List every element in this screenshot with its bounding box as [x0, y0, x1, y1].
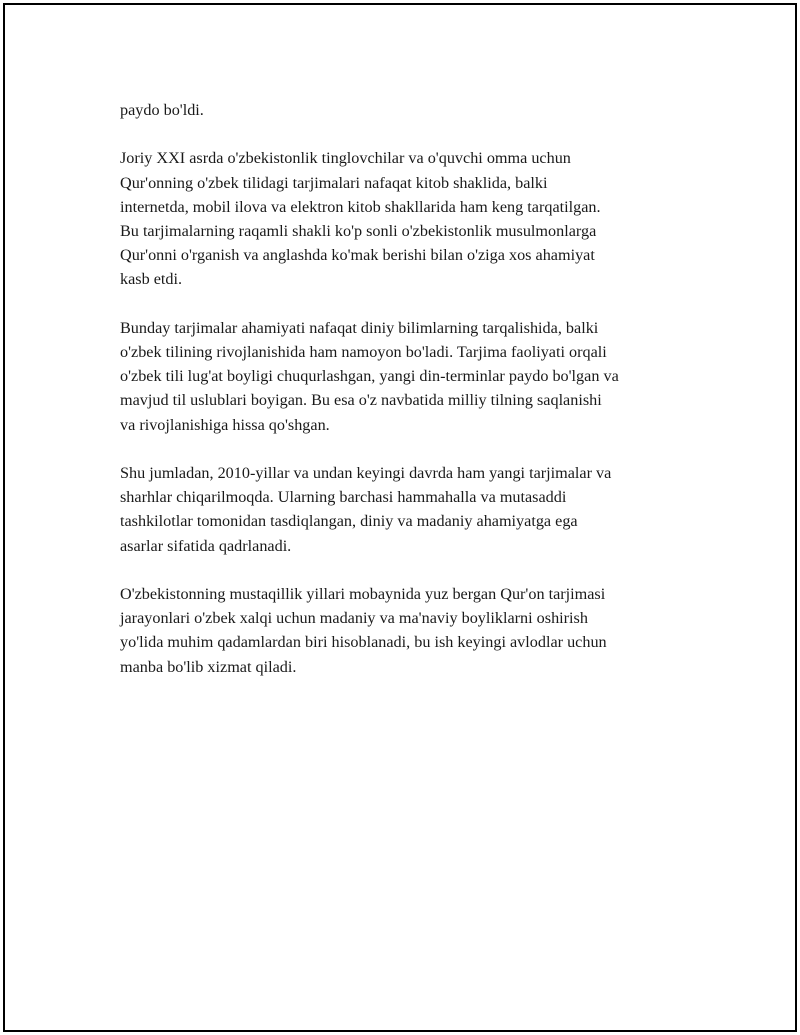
text-line: internetda, mobil ilova va elektron kitob shakllarida ham keng tarqatilgan.: [120, 197, 601, 216]
text-line: sharhlar chiqarilmoqda. Ularning barchasi hammahalla va mutasaddi: [120, 488, 567, 507]
text-line: Bu tarjimalarning raqamli shakli ko'p sonli o'zbekistonlik musulmonlarga: [120, 222, 597, 240]
text-line: tashkilotlar tomonidan tasdiqlangan, diniy va madaniy ahamiyatga ega: [120, 512, 578, 531]
paragraph-4: [120, 461, 695, 558]
text-line: asarlar sifatida qadrlanadi.: [120, 536, 292, 555]
paragraph-2: [120, 146, 695, 291]
text-line: yo'lida muhim qadamlardan biri hisoblanadi, bu ish keyingi avlodlar uchun: [120, 633, 607, 652]
paragraph-3: [120, 316, 695, 437]
paragraph-5: [120, 582, 695, 679]
paragraph-1: [120, 98, 695, 122]
text-line: O'zbekistonning mustaqillik yillari mobaynida yuz bergan Qur'on tarjimasi: [120, 585, 606, 603]
document-page: [3, 3, 797, 1032]
text-line: Bunday tarjimalar ahamiyati nafaqat diniy bilimlarning tarqalishida, balki: [120, 318, 599, 337]
document-body: [120, 98, 695, 679]
text-line: Joriy XXI asrda o'zbekistonlik tinglovchilar va o'quvchi omma uchun: [120, 149, 571, 168]
text-line: jarayonlari o'zbek xalqi uchun madaniy va ma'naviy boyliklarni oshirish: [120, 609, 588, 628]
text-line: mavjud til uslublari boyigan. Bu esa o'z navbatida milliy tilning saqlanishi: [120, 391, 602, 410]
text-line: Qur'onning o'zbek tilidagi tarjimalari nafaqat kitob shaklida, balki: [120, 173, 548, 192]
text-line: Qur'onni o'rganish va anglashda ko'mak berishi bilan o'ziga xos ahamiyat: [120, 246, 595, 265]
text-line: va rivojlanishiga hissa qo'shgan.: [120, 415, 330, 434]
text-line: Shu jumladan, 2010-yillar va undan keyingi davrda ham yangi tarjimalar va: [120, 464, 612, 482]
text-line: kasb etdi.: [120, 270, 183, 289]
text-line: o'zbek tilining rivojlanishida ham namoyon bo'ladi. Tarjima faoliyati orqali: [120, 343, 607, 361]
text-line: paydo bo'ldi.: [120, 101, 204, 119]
text-line: o'zbek tili lug'at boyligi chuqurlashgan, yangi din-terminlar paydo bo'lgan va: [120, 367, 619, 386]
text-line: manba bo'lib xizmat qiladi.: [120, 657, 297, 676]
